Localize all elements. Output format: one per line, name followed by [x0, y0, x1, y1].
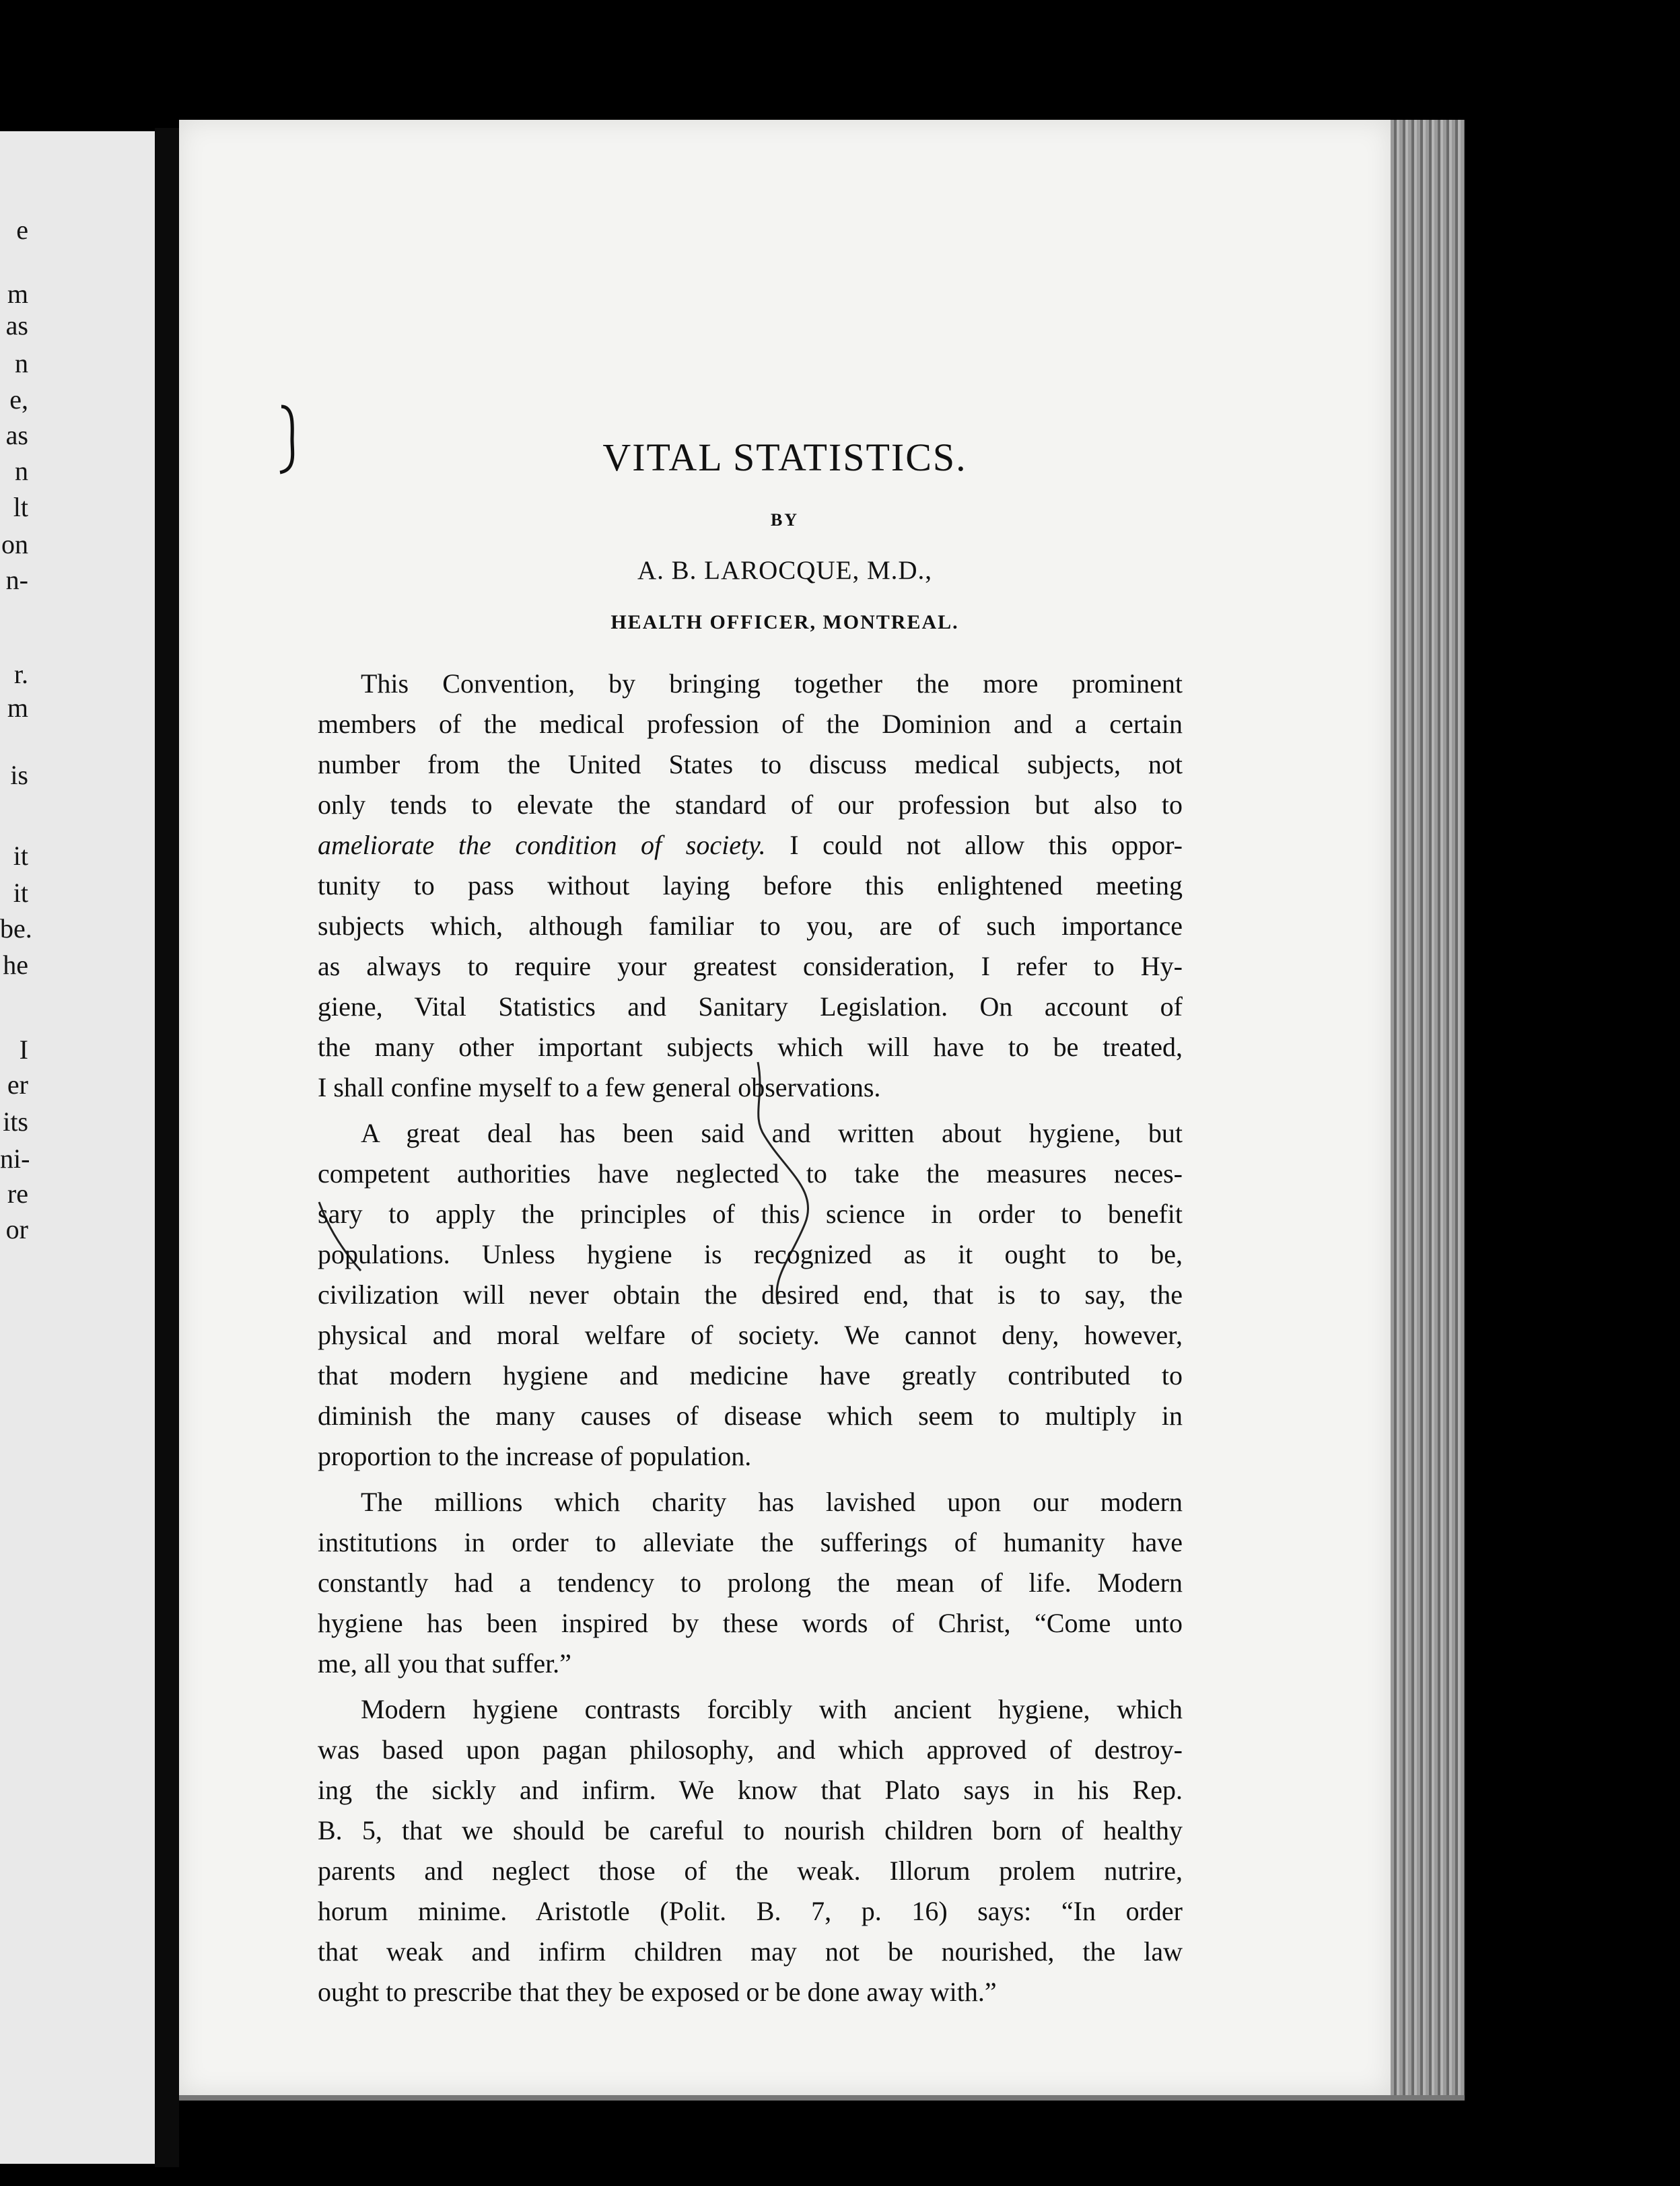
text-line: populations. Unless hygiene is recognized as it ought to be, [318, 1239, 1183, 1269]
text-line: horum minime. Aristotle (Polit. B. 7, p. 16) says: “In order [318, 1896, 1183, 1926]
previous-page-fragment: it [13, 878, 28, 908]
text-line: Modern hygiene contrasts forcibly with ancient hygiene, which [361, 1694, 1183, 1724]
text-line: me, all you that suffer.” [318, 1648, 571, 1679]
previous-page-fragment: m [7, 693, 28, 723]
emphasis-text: ameliorate the condition of society. [318, 830, 766, 860]
previous-page-fragment: he [3, 950, 28, 980]
author-name: A. B. LAROCQUE, M.D., [637, 556, 933, 585]
text-line: A great deal has been said and written about hygiene, but [361, 1118, 1183, 1148]
text-line: giene, Vital Statistics and Sanitary Legislation. On account of [318, 991, 1183, 1022]
previous-page-fragment: as [5, 420, 28, 450]
previous-page-text-fragments [0, 131, 155, 2164]
text-line: I shall confine myself to a few general observations. [318, 1072, 881, 1102]
previous-page-fragment: m [7, 279, 28, 309]
text-line: B. 5, that we should be careful to nourish children born of healthy [318, 1815, 1183, 1845]
previous-page-fragment: e, [9, 384, 28, 415]
text-line: constantly had a tendency to prolong the mean of life. Modern [318, 1567, 1183, 1598]
previous-page-fragment: r. [13, 659, 28, 689]
previous-page-fragment: n [15, 456, 28, 486]
previous-page-edge [0, 131, 155, 2164]
text-line: the many other important subjects which will have to be treated, [318, 1032, 1183, 1062]
page-stack-edges [1391, 120, 1465, 2095]
text-line: sary to apply the principles of this science in order to benefit [318, 1199, 1183, 1229]
previous-page-fragment: n [15, 348, 28, 378]
page-bottom-edge [179, 2095, 1465, 2101]
text-line: The millions which charity has lavished upon our modern [361, 1487, 1183, 1517]
previous-page-fragment: n- [5, 565, 28, 595]
previous-page-fragment: I [19, 1034, 28, 1065]
author-affiliation: HEALTH OFFICER, MONTREAL. [610, 611, 959, 633]
previous-page-fragment: re [7, 1178, 28, 1209]
text-line: proportion to the increase of population. [318, 1441, 752, 1471]
text-line: competent authorities have neglected to take the measures neces- [318, 1158, 1183, 1189]
text-line: number from the United States to discuss medical subjects, not [318, 749, 1183, 779]
text-line: This Convention, by bringing together the more prominent [361, 668, 1183, 699]
previous-page-fragment: is [10, 760, 28, 790]
text-span: I could not allow this oppor- [765, 830, 1183, 860]
text-line: physical and moral welfare of society. We cannot deny, however, [318, 1320, 1183, 1350]
previous-page-fragment: its [3, 1106, 28, 1137]
article-title: VITAL STATISTICS. [602, 435, 967, 479]
book-gutter [155, 128, 179, 2167]
text-line: diminish the many causes of disease which seem to multiply in [318, 1401, 1183, 1431]
text-line [318, 825, 1183, 866]
previous-page-fragment: ni- [0, 1143, 30, 1174]
text-line: members of the medical profession of the Dominion and a certain [318, 709, 1183, 739]
text-line: ought to prescribe that they be exposed or be done away with.” [318, 1977, 997, 2007]
previous-page-fragment: e [16, 215, 28, 245]
previous-page-fragment: er [7, 1069, 28, 1100]
text-line: that weak and infirm children may not be nourished, the law [318, 1936, 1183, 1967]
text-line: only tends to elevate the standard of our profession but also to [318, 789, 1183, 820]
text-line: hygiene has been inspired by these words of Christ, “Come unto [318, 1608, 1183, 1638]
previous-page-fragment: as [5, 310, 28, 341]
byline-label: BY [770, 510, 800, 530]
text-line: was based upon pagan philosophy, and which approved of destroy- [318, 1734, 1183, 1765]
previous-page-fragment: lt [13, 492, 28, 522]
article-body [318, 664, 1183, 2012]
previous-page-fragment: on [1, 529, 28, 559]
previous-page-fragment: be. [0, 913, 32, 944]
text-line: parents and neglect those of the weak. Illorum prolem nutrire, [318, 1856, 1183, 1886]
text-line: as always to require your greatest consideration, I refer to Hy- [318, 951, 1183, 981]
text-line: subjects which, although familiar to you, are of such importance [318, 911, 1183, 941]
previous-page-fragment: or [5, 1214, 28, 1244]
text-line: tunity to pass without laying before this enlightened meeting [318, 870, 1183, 901]
text-line: institutions in order to alleviate the sufferings of humanity have [318, 1527, 1183, 1557]
text-line: that modern hygiene and medicine have greatly contributed to [318, 1360, 1183, 1390]
text-line: civilization will never obtain the desired end, that is to say, the [318, 1279, 1183, 1310]
book-page [179, 120, 1391, 2095]
text-line: ing the sickly and infirm. We know that Plato says in his Rep. [318, 1775, 1183, 1805]
previous-page-fragment: it [13, 841, 28, 871]
